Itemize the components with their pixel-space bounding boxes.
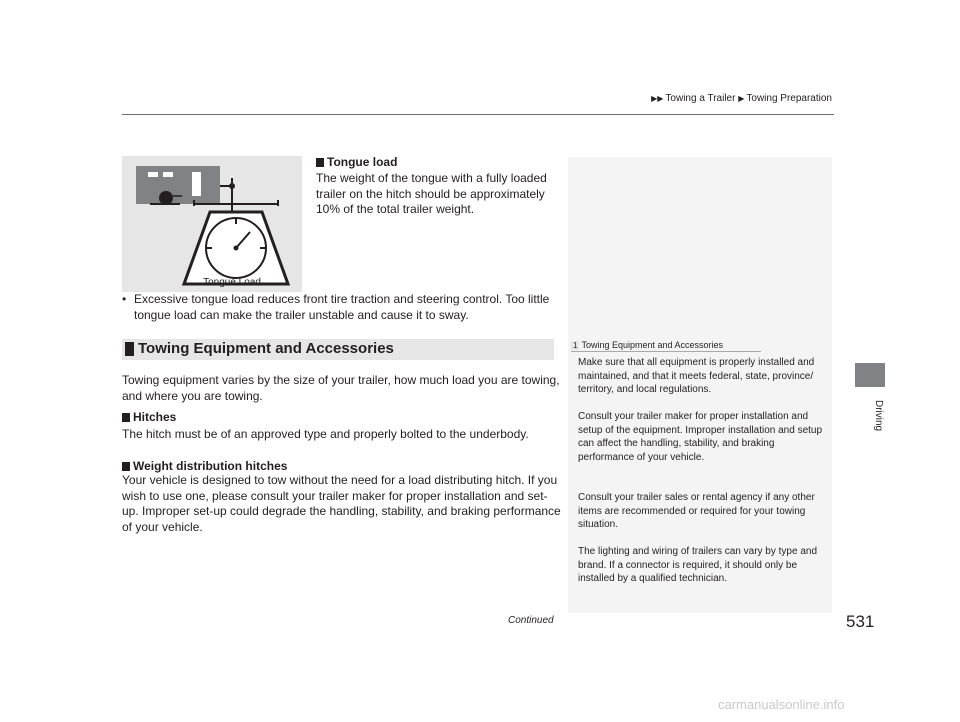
- note-paragraph: Consult your trailer sales or rental agency if any other items are recommended or required for your towing situation.: [578, 492, 815, 530]
- page-number: 531: [846, 612, 875, 631]
- chapter-tab-label: Driving: [873, 400, 884, 432]
- square-bullet-icon: [125, 342, 134, 356]
- note-paragraph: The lighting and wiring of trailers can vary by type and brand. If a connector is required, it should only be installed by a qualified technician.: [578, 546, 818, 584]
- tongue-load-bullet: [122, 292, 562, 323]
- watermark: carmanualsonline.info: [718, 697, 845, 712]
- tongue-load-text: The weight of the tongue with a fully loaded trailer on the hitch should be approximately 10% of the total trailer weight.: [316, 171, 547, 216]
- square-bullet-icon: [122, 413, 130, 422]
- continued-label: Continued: [508, 615, 554, 626]
- figure-caption: Tongue Load: [203, 277, 261, 288]
- tongue-load-illustration: [122, 156, 302, 292]
- breadcrumb-item[interactable]: Towing Preparation: [746, 93, 832, 104]
- header-divider: [122, 114, 834, 115]
- chapter-tab-marker: [855, 363, 885, 387]
- section-title: Towing Equipment and Accessories: [138, 340, 394, 357]
- breadcrumb-item[interactable]: Towing a Trailer: [665, 93, 736, 104]
- trailer-body: [136, 166, 220, 204]
- chapter-tab[interactable]: [872, 400, 886, 460]
- weight-distribution-text: Your vehicle is designed to tow without the need for a load distributing hitch. If you wish to use one, please consult your trailer maker for proper installation and set-up. Improper set-up could degrade the handling, stability, and braking performance of your vehicle.: [122, 473, 561, 534]
- weight-distribution-heading: Weight distribution hitches: [122, 459, 287, 473]
- breadcrumb: [560, 93, 832, 104]
- bullet-icon: •: [122, 292, 127, 306]
- hitches-heading: Hitches: [122, 410, 176, 424]
- note-paragraph: Make sure that all equipment is properly installed and maintained, and that it meets federal, state, province/ territory, and local regulations.: [578, 357, 815, 395]
- trailer-scale-icon: [122, 156, 302, 292]
- note-title[interactable]: 1 Towing Equipment and Accessories: [573, 340, 724, 350]
- square-bullet-icon: [122, 462, 130, 471]
- note-paragraph: Consult your trailer maker for proper installation and setup of the equipment. Improper installation and setup can affect the handling, stability, and braking performance of your vehicle.: [578, 411, 823, 463]
- note-divider: [571, 351, 761, 352]
- chevron-right-icon: ▶: [738, 94, 745, 103]
- tongue-load-heading: Tongue load: [316, 155, 397, 169]
- square-bullet-icon: [316, 158, 324, 167]
- bullet-text: Excessive tongue load reduces front tire traction and steering control. Too little tongue load can make the trailer unstable and cause it to sway.: [134, 292, 550, 322]
- section-intro: Towing equipment varies by the size of your trailer, how much load you are towing, and where you are towing.: [122, 373, 560, 403]
- hitches-text: The hitch must be of an approved type and properly bolted to the underbody.: [122, 427, 529, 441]
- note-number: 1: [573, 341, 578, 350]
- chevron-right-icon: ▶▶: [651, 94, 664, 103]
